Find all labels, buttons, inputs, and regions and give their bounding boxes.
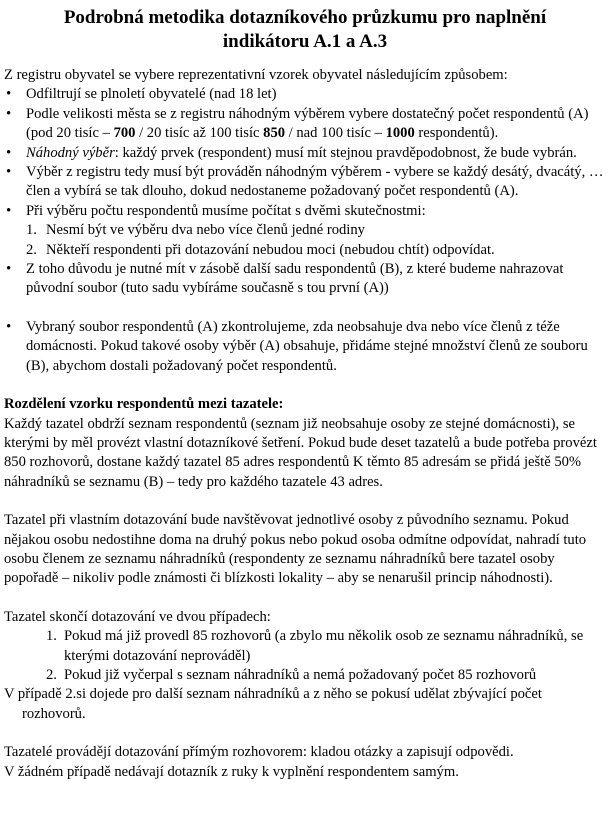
paragraph-restriction: V žádném případě nedávají dotazník z ruky k vyplnění respondentem samým. xyxy=(4,763,459,780)
end-condition-text: Pokud má již provedl 85 rozhovorů (a zbylo mu několik osob ze seznamu náhradníků, se kterými dotazování neprováděl) xyxy=(64,628,584,664)
method-bullet-list-2 xyxy=(4,318,606,376)
fact-item xyxy=(26,241,606,260)
spacer xyxy=(4,299,606,318)
bullet-selection-process xyxy=(4,163,606,202)
intro-text: Z registru obyvatel se vybere reprezentativní vzorek obyvatel následujícím způsobem: xyxy=(4,67,508,83)
bullet-text: Odfiltrují se plnoletí obyvatelé (nad 18 let) xyxy=(26,86,277,103)
bullet-text: : každý prvek (respondent) musí mít stejnou pravděpodobnost, že bude vybrán. xyxy=(114,144,577,161)
bullet-reserve-set xyxy=(4,260,606,299)
sample-size-medium: 850 xyxy=(263,125,286,142)
sample-size-large: 1000 xyxy=(385,125,415,142)
document-title: Podrobná metodika dotazníkového průzkumu pro naplnění indikátoru A.1 a A.3 xyxy=(63,7,547,52)
facts-list xyxy=(26,221,606,260)
paragraph-end-conditions: Tazatel skončí dotazování ve dvou případech: xyxy=(4,608,271,625)
bullet-random-selection xyxy=(4,144,606,163)
bullet-household-check xyxy=(4,318,606,376)
spacer xyxy=(4,492,606,511)
spacer xyxy=(4,589,606,608)
end-condition-number: 2. xyxy=(46,666,57,683)
bullet-text: Z toho důvodu je nutné mít v zásobě další sadu respondentů (B), z které budeme nahrazovat původní soubor (tuto sadu vybíráme současně s tou první (A)) xyxy=(26,261,564,297)
spacer xyxy=(4,724,606,743)
paragraph-distribution: Každý tazatel obdrží seznam respondentů (seznam již neobsahuje osoby ze stejné domácnosti), se kterými by měl provézt vlastní dotazníkové šetření. Pokud bude deset tazatelů a bude potřeba provézt 850 rozhovorů, dostane každý tazatel 85 adres respondentů K těmto 85 adresám se přidá ještě 50% náhradníků se seznamu (B) – tedy pro každého tazatele 43 adres. xyxy=(4,415,597,490)
paragraph-case-two: V případě 2.si dojede pro další seznam náhradníků a z něho se pokusí udělat zbývající počet xyxy=(4,686,542,703)
bullet-text: Při výběru počtu respondentů musíme počítat s dvěmi skutečnostmi: xyxy=(26,202,426,219)
paragraph-case-two-cont: rozhovorů. xyxy=(22,705,86,722)
method-bullet-list xyxy=(4,85,606,298)
bullet-text: Vybraný soubor respondentů (A) zkontrolujeme, zda neobsahuje dva nebo více členů z téže domácnosti. Pokud takové osoby výběr (A) obsahuje, přidáme stejné množství členů ze souboru (B), abychom dostali požadovaný počet respondentů. xyxy=(26,318,588,374)
paragraph-interviewing: Tazatel při vlastním dotazování bude navštěvovat jednotlivé osoby z původního seznamu. Pokud nějakou osobu nedostihne doma na druhý pokus nebo pokud osoba odmítne odpovídat, nahradí tuto osobu členem ze seznamu náhradníků (respondenty ze seznamu náhradníků bere tazatel osoby popořadě – nikoliv podle známosti či blízkosti lokality – aby se nenarušil princip náhodnosti). xyxy=(4,512,587,587)
fact-text: Někteří respondenti při dotazování nebudou moci (nebudou chtít) odpovídat. xyxy=(46,241,495,258)
bullet-text: / 20 tisíc až 100 tisíc xyxy=(135,125,264,142)
fact-item xyxy=(26,221,606,240)
bullet-sample-size xyxy=(4,105,606,144)
bullet-two-facts xyxy=(4,202,606,260)
bullet-text: Výběr z registru tedy musí být prováděn náhodným výběrem - vybere se každý desátý, dvacátý, … člen a vybírá se tak dlouho, dokud nedostaneme požadovaný počet respondentů (A). xyxy=(26,164,604,200)
fact-text: Nesmí být ve výběru dva nebo více členů jedné rodiny xyxy=(46,222,365,239)
end-condition-number: 1. xyxy=(46,628,57,645)
end-condition-text: Pokud již vyčerpal s seznam náhradníků a nemá požadovaný počet 85 rozhovorů xyxy=(64,666,537,683)
end-condition-item xyxy=(4,627,606,666)
fact-number: 2. xyxy=(26,241,37,258)
bullet-text: respondentů). xyxy=(414,125,499,142)
sample-size-small: 700 xyxy=(113,125,136,142)
end-conditions-list xyxy=(4,627,606,685)
paragraph-method: Tazatelé provádějí dotazování přímým rozhovorem: kladou otázky a zapisují odpovědi. xyxy=(4,744,514,761)
bullet-text: / nad 100 tisíc – xyxy=(285,125,386,142)
fact-number: 1. xyxy=(26,222,37,239)
term-random-selection: Náhodný výběr xyxy=(26,144,115,161)
bullet-adults-filter xyxy=(4,85,606,104)
bullet-text: Podle velikosti města se z registru náhodným výběrem vybere dostatečný počet respondentů (A) (pod 20 tisíc – xyxy=(26,105,589,142)
spacer xyxy=(4,376,606,395)
end-condition-item xyxy=(4,666,606,685)
section-heading: Rozdělení vzorku respondentů mezi tazatele: xyxy=(4,396,284,413)
